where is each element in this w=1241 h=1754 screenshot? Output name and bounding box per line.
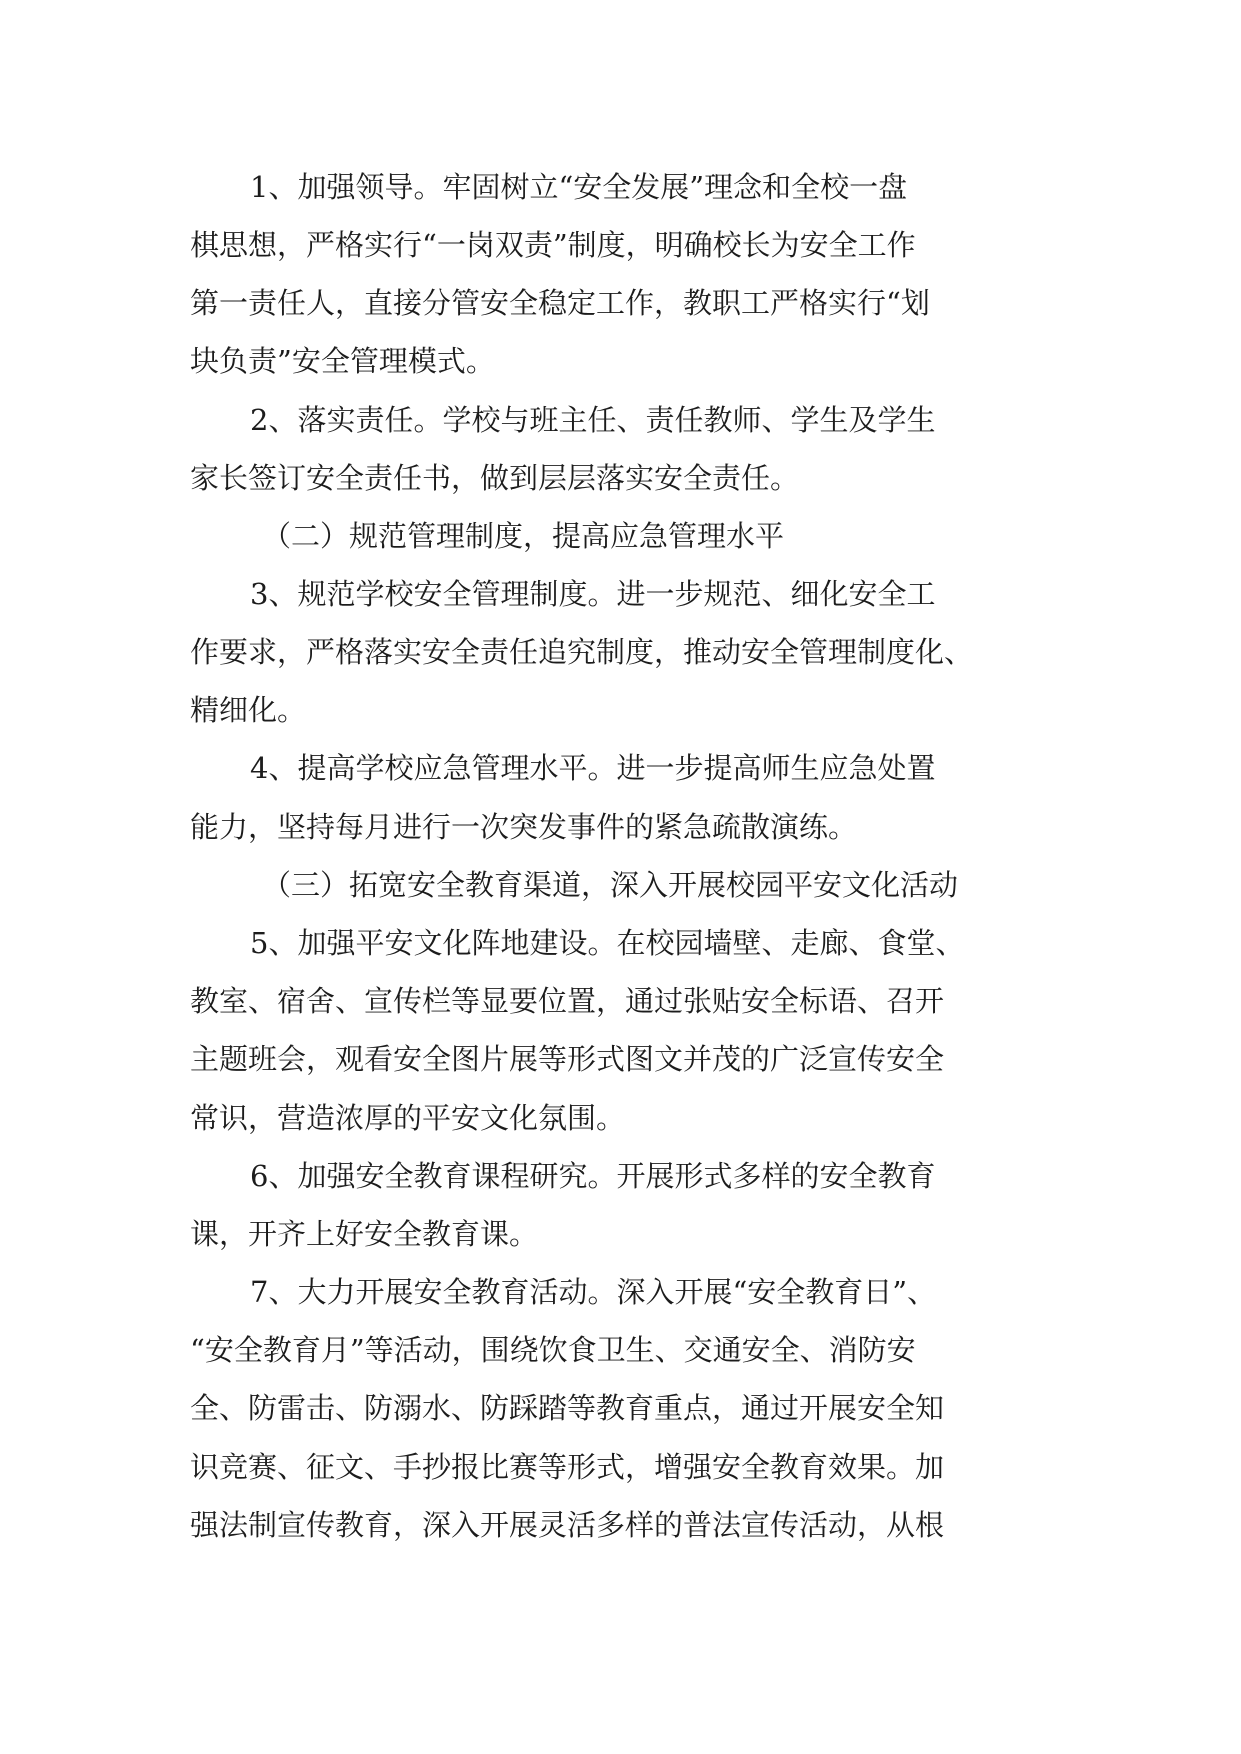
- paragraph-5-line-2: 教室、宿舍、宣传栏等显要位置，通过张贴安全标语、召开: [190, 984, 945, 1018]
- paragraph-3-line-2: 作要求，严格落实安全责任追究制度，推动安全管理制度化、: [190, 635, 974, 669]
- paragraph-1-line-1: 1、加强领导。牢固树立“安全发展”理念和全校一盘: [250, 170, 908, 204]
- paragraph-7-line-3: 全、防雷击、防溺水、防踩踏等教育重点，通过开展安全知: [190, 1391, 945, 1425]
- paragraph-1-line-4: 块负责”安全管理模式。: [190, 344, 495, 378]
- paragraph-5-line-1: 5、加强平安文化阵地建设。在校园墙壁、走廊、食堂、: [250, 926, 965, 960]
- paragraph-4-line-1: 4、提高学校应急管理水平。进一步提高师生应急处置: [250, 751, 936, 785]
- paragraph-1-line-2: 棋思想，严格实行“一岗双责”制度，明确校长为安全工作: [190, 228, 916, 262]
- paragraph-4-line-2: 能力，坚持每月进行一次突发事件的紧急疏散演练。: [190, 810, 858, 844]
- paragraph-5-line-4: 常识，营造浓厚的平安文化氛围。: [190, 1101, 626, 1135]
- paragraph-7-line-4: 识竞赛、征文、手抄报比赛等形式，增强安全教育效果。加: [190, 1450, 945, 1484]
- section-heading-2: （二）规范管理制度，提高应急管理水平: [262, 519, 785, 553]
- paragraph-2-line-1: 2、落实责任。学校与班主任、责任教师、学生及学生: [250, 403, 936, 437]
- paragraph-6-line-1: 6、加强安全教育课程研究。开展形式多样的安全教育: [250, 1159, 936, 1193]
- paragraph-5-line-3: 主题班会，观看安全图片展等形式图文并茂的广泛宣传安全: [190, 1042, 945, 1076]
- paragraph-1-line-3: 第一责任人，直接分管安全稳定工作，教职工严格实行“划: [190, 286, 930, 320]
- paragraph-3-line-3: 精细化。: [190, 693, 307, 727]
- paragraph-6-line-2: 课，开齐上好安全教育课。: [190, 1217, 539, 1251]
- paragraph-7-line-5: 强法制宣传教育，深入开展灵活多样的普法宣传活动，从根: [190, 1508, 945, 1542]
- paragraph-3-line-1: 3、规范学校安全管理制度。进一步规范、细化安全工: [250, 577, 936, 611]
- section-heading-3: （三）拓宽安全教育渠道，深入开展校园平安文化活动: [262, 868, 959, 902]
- paragraph-2-line-2: 家长签订安全责任书，做到层层落实安全责任。: [190, 461, 800, 495]
- paragraph-7-line-2: “安全教育月”等活动，围绕饮食卫生、交通安全、消防安: [190, 1333, 916, 1367]
- paragraph-7-line-1: 7、大力开展安全教育活动。深入开展“安全教育日”、: [250, 1275, 937, 1309]
